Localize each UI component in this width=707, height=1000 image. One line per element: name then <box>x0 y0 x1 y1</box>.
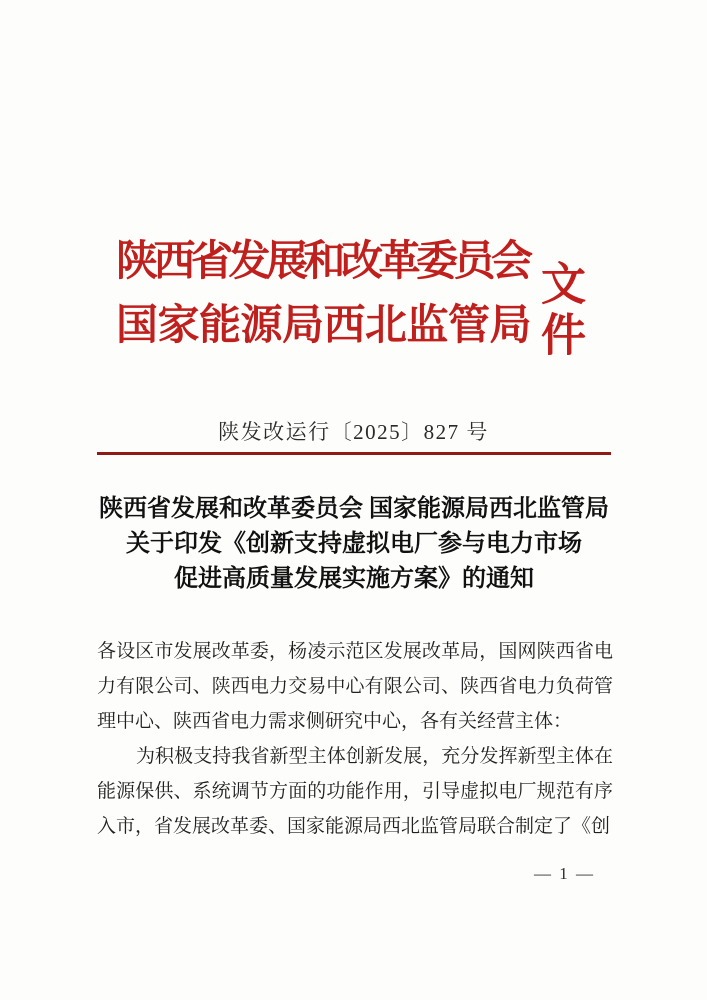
title-line-3: 促进高质量发展实施方案》的通知 <box>174 566 534 592</box>
intro-paragraph: 为积极支持我省新型主体创新发展，充分发挥新型主体在能源保供、系统调节方面的功能作用，引导虚拟电厂规范有序入市，省发展改革委、国家能源局西北监管局联合制定了《创 <box>97 746 613 837</box>
agency-name-line1: 陕西省发展和改革委员会 <box>116 239 529 285</box>
page-number: — 1 — <box>534 864 595 883</box>
recipients-paragraph: 各设区市发展改革委，杨凌示范区发展改革局，国网陕西省电力有限公司、陕西电力交易中心有限公司、陕西省电力负荷管理中心、陕西省电力需求侧研究中心，各有关经营主体： <box>97 641 613 732</box>
document-reference-number: 陕发改运行〔2025〕827 号 <box>218 420 489 444</box>
agency-name-line2: 国家能源局西北监管局 <box>116 303 532 349</box>
title-line-1: 陕西省发展和改革委员会 国家能源局西北监管局 <box>99 496 609 522</box>
issuing-agency-names <box>116 230 532 358</box>
red-divider-line <box>97 452 611 455</box>
document-letterhead <box>116 226 584 362</box>
doc-type-word: 文件 <box>534 260 584 362</box>
document-body <box>97 634 613 844</box>
document-title <box>80 492 628 597</box>
title-line-2: 关于印发《创新支持虚拟电厂参与电力市场 <box>126 531 582 557</box>
